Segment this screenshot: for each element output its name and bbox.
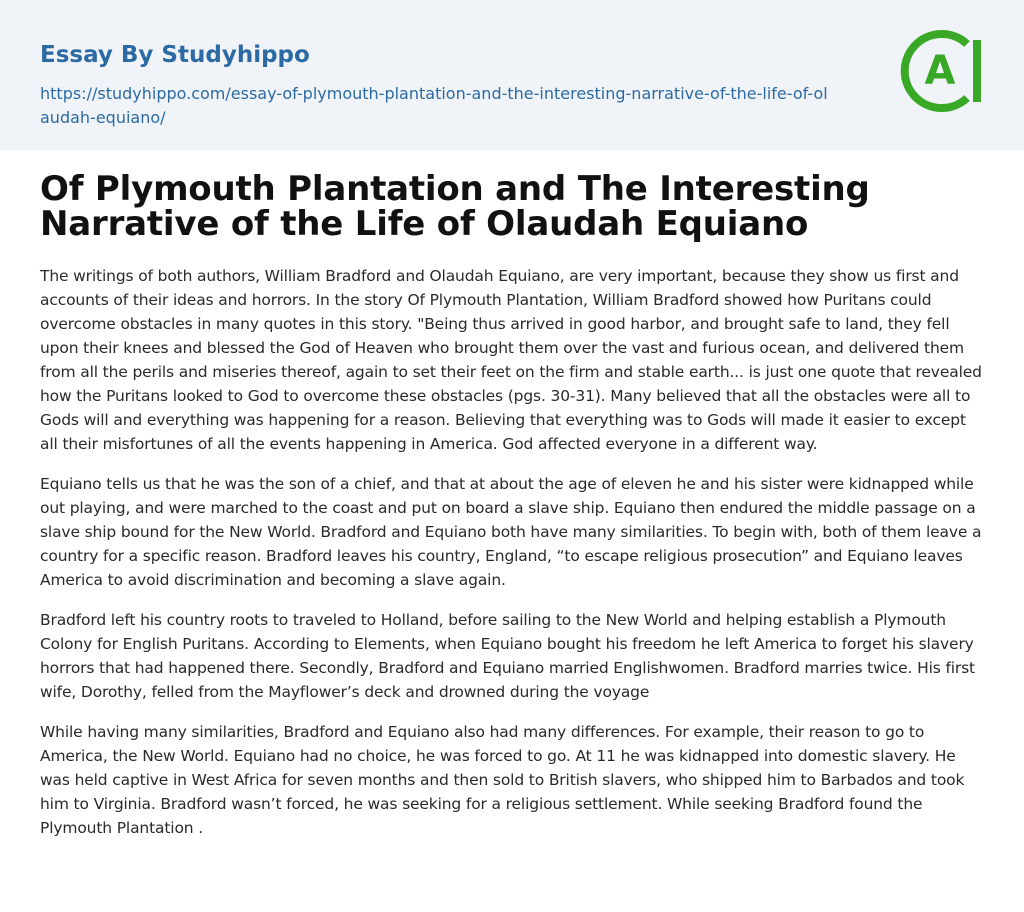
logo-letter: A [924,48,956,94]
article-content [0,169,1024,840]
essay-title: Of Plymouth Plantation and The Interesting Narrative of the Life of Olaudah Equiano [40,169,870,244]
essay-paragraph: Equiano tells us that he was the son of a chief, and that at about the age of eleven he and his sister were kidnapped while out playing, and were marched to the coast and put on board a slave ship. Equiano then endured the middle passage on a slave ship bound for the New World. Bradford and Equiano both have many similarities. To begin with, both of them leave a country for a specific reason. Bradford leaves his country, England, “to escape religious prosecution” and Equiano leaves America to avoid discrimination and becoming a slave again. [40,475,982,589]
essay-url-link[interactable]: https://studyhippo.com/essay-of-plymouth-plantation-and-the-interesting-narrative-of-the-life-of-olaudah-equiano/ [40,84,828,127]
site-header [0,0,1024,150]
essay-paragraph: While having many similarities, Bradford and Equiano also had many differences. For example, their reason to go to America, the New World. Equiano had no choice, he was forced to go. At 11 he was kidnapped into domestic slavery. He was held captive in West Africa for seven months and then sold to British slavers, who shipped him to Barbados and took him to Virginia. Bradford wasn’t forced, he was seeking for a religious settlement. While seeking Bradford found the Plymouth Plantation . [40,723,965,837]
essay-paragraph: Bradford left his country roots to traveled to Holland, before sailing to the New World and helping establish a Plymouth Colony for English Puritans. According to Elements, when Equiano bought his freedom he left America to forget his slavery horrors that had happened there. Secondly, Bradford and Equiano married Englishwomen. Bradford marries twice. His first wife, Dorothy, felled from the Mayflower’s deck and drowned during the voyage [40,611,975,701]
brand-title[interactable]: Essay By Studyhippo [40,42,310,68]
essay-paragraph: The writings of both authors, William Bradford and Olaudah Equiano, are very important, because they show us first and accounts of their ideas and horrors. In the story Of Plymouth Plantation, William Bradford showed how Puritans could overcome obstacles in many quotes in this story. "Being thus arrived in good harbor, and brought safe to land, they fell upon their knees and blessed the God of Heaven who brought them over the vast and furious ocean, and delivered them from all the perils and miseries thereof, again to set their feet on the firm and stable earth... is just one quote that revealed how the Puritans looked to God to overcome these obstacles (pgs. 30-31). Many believed that all the obstacles were all to Gods will and everything was happening for a reason. Believing that everything was to Gods will made it easier to except all their misfortunes of all the events happening in America. God affected everyone in a different way. [40,267,982,453]
studyhippo-logo-icon[interactable] [900,28,986,114]
